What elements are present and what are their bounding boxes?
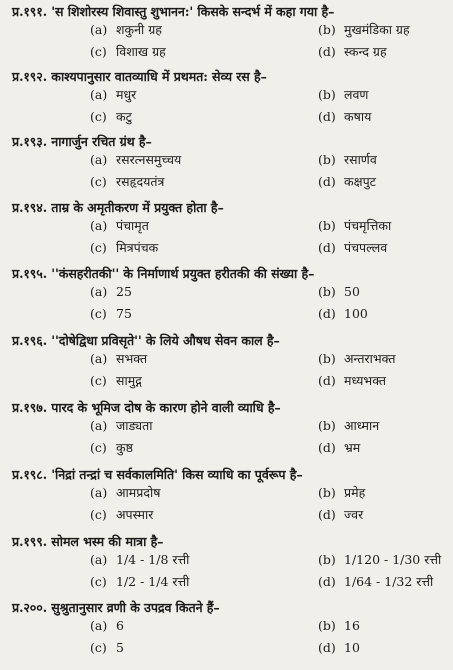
- option-b: (b) 50: [318, 284, 360, 299]
- question-195: [12, 266, 448, 329]
- question-192: [12, 69, 448, 132]
- question-197: [12, 400, 448, 463]
- options-grid: [12, 352, 448, 396]
- option-d: (d) कषाय: [318, 109, 372, 124]
- question-stem: प्र.१९२. काश्यपानुसार वातव्याधि में प्रथमत: सेव्य रस है–: [12, 69, 267, 84]
- option-b: (b) लवण: [318, 87, 369, 102]
- options-grid: [12, 88, 448, 132]
- question-193: [12, 134, 448, 197]
- option-b: (b) आध्मान: [318, 418, 380, 433]
- option-b: (b) प्रमेह: [318, 485, 366, 500]
- question-stem: प्र.१९३. नागार्जुन रचित ग्रंथ है–: [12, 134, 152, 149]
- question-stem: प्र.१९६. ''दोषेद्विधा प्रविसृते'' के लिये औषध सेवन काल है–: [12, 333, 280, 348]
- option-c: (c) 75: [90, 306, 132, 321]
- option-a: (a) मधुर: [90, 87, 137, 102]
- option-c: (c) 1/2 - 1/4 रत्ती: [90, 574, 190, 589]
- option-b: (b) मुखमंडिका ग्रह: [318, 22, 410, 37]
- question-stem: प्र.१९७. पारद के भूमिज दोष के कारण होने वाली व्याधि है–: [12, 400, 281, 415]
- options-grid: [12, 23, 448, 67]
- option-d: (d) 1/64 - 1/32 रत्ती: [318, 574, 434, 589]
- question-stem: प्र.१९९. सोमल भस्म की मात्रा है–: [12, 534, 164, 549]
- options-grid: [12, 619, 448, 663]
- option-d: (d) स्कन्द ग्रह: [318, 44, 387, 59]
- question-200: [12, 600, 448, 663]
- option-a: (a) 1/4 - 1/8 रत्ती: [90, 552, 190, 567]
- option-d: (d) मध्यभक्त: [318, 373, 387, 388]
- question-194: [12, 200, 448, 263]
- option-a: (a) 25: [90, 284, 132, 299]
- question-stem: प्र.१९८. 'निद्रां तन्द्रां च सर्वकालमिति' किस व्याधि का पूर्वरूप है–: [12, 467, 303, 482]
- option-b: (b) रसार्णव: [318, 152, 377, 167]
- question-stem: प्र.१९४. ताम्र के अमृतीकरण में प्रयुक्त होता है–: [12, 200, 224, 215]
- options-grid: [12, 419, 448, 463]
- question-stem: प्र.२००. सुश्रुतानुसार व्रणी के उपद्रव कितने हैं–: [12, 600, 220, 615]
- question-198: [12, 467, 448, 530]
- options-grid: [12, 553, 448, 597]
- options-grid: [12, 486, 448, 530]
- option-d: (d) भ्रम: [318, 440, 361, 455]
- question-stem: प्र.१९५. ''कंसहरीतकी'' के निर्माणार्थ प्रयुक्त हरीतकी की संख्या है–: [12, 266, 315, 281]
- option-b: (b) 1/120 - 1/30 रत्ती: [318, 552, 442, 567]
- question-stem: प्र.१९१. 'स शिशोरस्य शिवास्तु शुभानन:' किसके सन्दर्भ में कहा गया है–: [12, 4, 335, 19]
- option-a: (a) रसरत्नसमुच्चय: [90, 152, 182, 167]
- option-c: (c) कुष्ठ: [90, 440, 133, 455]
- question-196: [12, 333, 448, 396]
- option-b: (b) अन्तराभक्त: [318, 351, 396, 366]
- question-199: [12, 534, 448, 597]
- option-c: (c) कटु: [90, 109, 132, 124]
- option-a: (a) जाड्यता: [90, 418, 153, 433]
- options-grid: [12, 285, 448, 329]
- option-c: (c) विशाख ग्रह: [90, 44, 166, 59]
- option-a: (a) शकुनी ग्रह: [90, 22, 162, 37]
- option-d: (d) पंचपल्लव: [318, 240, 388, 255]
- option-c: (c) मित्रपंचक: [90, 240, 159, 255]
- option-c: (c) रसहृदयतंत्र: [90, 174, 165, 189]
- option-c: (c) 5: [90, 640, 124, 655]
- option-c: (c) सामुद्ग: [90, 373, 142, 388]
- option-b: (b) 16: [318, 618, 360, 633]
- option-d: (d) कक्षपुट: [318, 174, 376, 189]
- option-d: (d) 100: [318, 306, 368, 321]
- option-d: (d) ज्वर: [318, 507, 364, 522]
- option-c: (c) अपस्मार: [90, 507, 154, 522]
- option-d: (d) 10: [318, 640, 360, 655]
- options-grid: [12, 153, 448, 197]
- options-grid: [12, 219, 448, 263]
- option-a: (a) आमप्रदोष: [90, 485, 161, 500]
- option-a: (a) 6: [90, 618, 124, 633]
- option-a: (a) पंचामृत: [90, 218, 149, 233]
- question-191: [12, 4, 448, 67]
- option-b: (b) पंचमृत्तिका: [318, 218, 392, 233]
- option-a: (a) सभक्त: [90, 351, 148, 366]
